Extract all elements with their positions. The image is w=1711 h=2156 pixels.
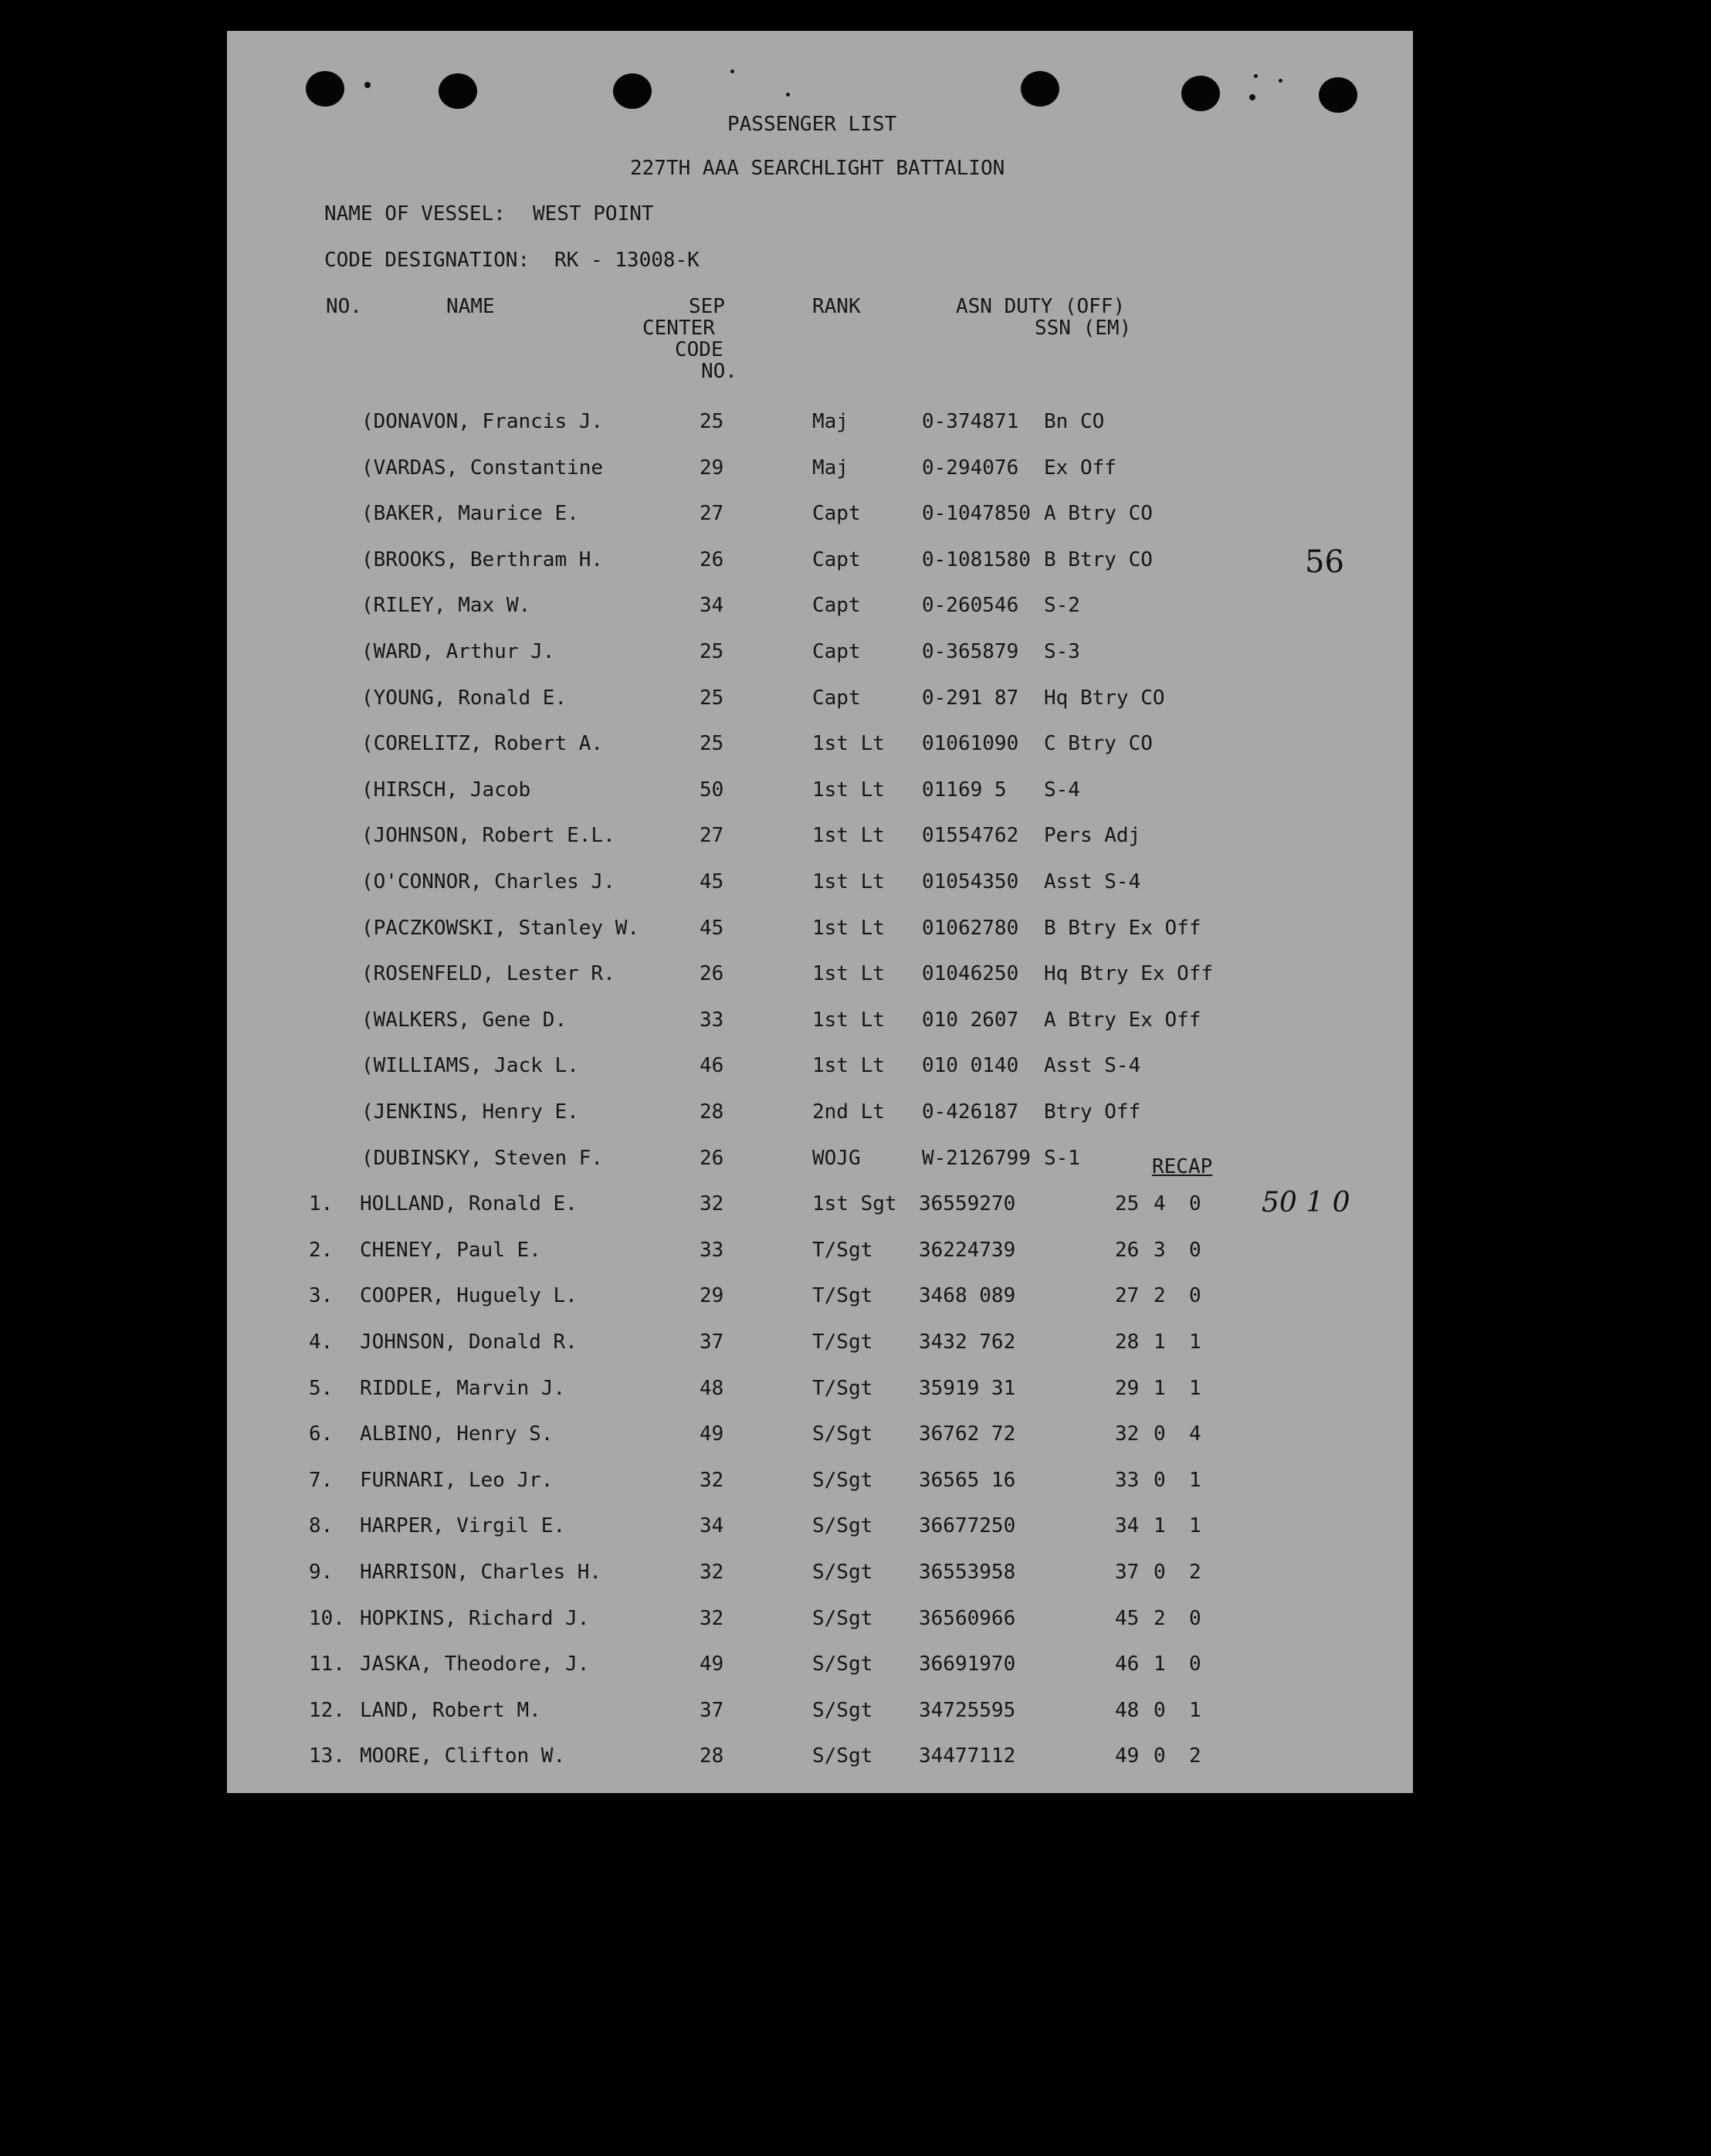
enlisted-sep-code: 32 xyxy=(700,1469,724,1492)
speck xyxy=(1279,79,1282,83)
enlisted-no: 11. xyxy=(309,1653,345,1676)
recap-col-2: 2 xyxy=(1154,1284,1166,1307)
enlisted-name: LAND, Robert M. xyxy=(360,1699,541,1722)
officer-name: (JOHNSON, Robert E.L. xyxy=(361,824,615,847)
officer-rank: 1st Lt xyxy=(812,778,885,802)
enlisted-ssn: 36565 16 xyxy=(919,1469,1016,1492)
officer-name: (WARD, Arthur J. xyxy=(361,640,555,663)
officer-sep-code: 29 xyxy=(700,456,724,480)
recap-col-1: 34 xyxy=(1115,1514,1140,1537)
enlisted-ssn: 34477112 xyxy=(919,1744,1016,1768)
code-label: CODE DESIGNATION: xyxy=(324,249,530,272)
enlisted-name: RIDDLE, Marvin J. xyxy=(360,1377,566,1400)
recap-col-1: 45 xyxy=(1115,1607,1140,1630)
enlisted-ssn: 36553958 xyxy=(919,1561,1016,1584)
col-rank: RANK xyxy=(812,295,861,318)
col-name: NAME xyxy=(446,295,495,318)
enlisted-no: 4. xyxy=(309,1331,334,1354)
enlisted-ssn: 36762 72 xyxy=(919,1422,1016,1446)
officer-name: (WALKERS, Gene D. xyxy=(361,1009,568,1032)
recap-col-1: 29 xyxy=(1115,1377,1140,1400)
officer-asn: 0-1047850 xyxy=(922,502,1031,525)
officer-rank: Capt xyxy=(812,594,861,617)
recap-col-1: 25 xyxy=(1115,1192,1140,1215)
recap-col-2: 0 xyxy=(1154,1422,1166,1446)
officer-duty: Hq Btry CO xyxy=(1044,686,1165,710)
handwritten-recap: 50 1 0 xyxy=(1262,1187,1350,1219)
officer-rank: 1st Lt xyxy=(812,732,885,755)
doc-title: PASSENGER LIST xyxy=(727,113,897,136)
enlisted-ssn: 36224739 xyxy=(919,1239,1016,1262)
officer-duty: A Btry CO xyxy=(1044,502,1153,525)
col-sep-2: CENTER xyxy=(642,317,715,340)
enlisted-rank: S/Sgt xyxy=(812,1514,873,1537)
officer-duty: B Btry Ex Off xyxy=(1044,917,1201,940)
enlisted-rank: T/Sgt xyxy=(812,1331,873,1354)
enlisted-no: 7. xyxy=(309,1469,334,1492)
recap-col-3: 1 xyxy=(1189,1377,1201,1400)
officer-asn: 0-260546 xyxy=(922,594,1019,617)
officer-asn: W-2126799 xyxy=(922,1147,1031,1170)
enlisted-no: 1. xyxy=(309,1192,334,1215)
punch-hole xyxy=(439,73,477,109)
speck xyxy=(730,69,734,73)
officer-rank: 1st Lt xyxy=(812,1054,885,1077)
punch-hole xyxy=(1319,77,1357,113)
enlisted-no: 13. xyxy=(309,1744,345,1768)
officer-rank: Maj xyxy=(812,456,849,480)
recap-col-3: 2 xyxy=(1189,1744,1201,1768)
col-ssn: SSN (EM) xyxy=(1035,317,1132,340)
officer-asn: 0-426187 xyxy=(922,1100,1019,1124)
enlisted-sep-code: 29 xyxy=(700,1284,724,1307)
enlisted-rank: T/Sgt xyxy=(812,1239,873,1262)
recap-col-3: 1 xyxy=(1189,1699,1201,1722)
officer-sep-code: 26 xyxy=(700,548,724,571)
code-value: RK - 13008-K xyxy=(554,249,700,272)
enlisted-sep-code: 33 xyxy=(700,1239,724,1262)
enlisted-rank: S/Sgt xyxy=(812,1699,873,1722)
recap-col-2: 2 xyxy=(1154,1607,1166,1630)
officer-rank: Maj xyxy=(812,410,849,433)
officer-asn: 01054350 xyxy=(922,870,1019,893)
enlisted-no: 9. xyxy=(309,1561,334,1584)
officer-name: (DONAVON, Francis J. xyxy=(361,410,604,433)
officer-sep-code: 26 xyxy=(700,1147,724,1170)
officer-rank: WOJG xyxy=(812,1147,861,1170)
officer-asn: 01046250 xyxy=(922,962,1019,985)
col-no: NO. xyxy=(326,295,362,318)
officer-duty: S-1 xyxy=(1044,1147,1080,1170)
punch-hole xyxy=(306,71,344,107)
officer-sep-code: 33 xyxy=(700,1009,724,1032)
officer-name: (HIRSCH, Jacob xyxy=(361,778,531,802)
recap-col-3: 4 xyxy=(1189,1422,1201,1446)
enlisted-rank: S/Sgt xyxy=(812,1561,873,1584)
officer-rank: 2nd Lt xyxy=(812,1100,885,1124)
officer-asn: 01169 5 xyxy=(922,778,1007,802)
enlisted-ssn: 3468 089 xyxy=(919,1284,1016,1307)
enlisted-name: CHENEY, Paul E. xyxy=(360,1239,541,1262)
officer-sep-code: 25 xyxy=(700,686,724,710)
speck xyxy=(1249,94,1255,100)
recap-col-3: 0 xyxy=(1189,1607,1201,1630)
enlisted-rank: S/Sgt xyxy=(812,1653,873,1676)
enlisted-rank: S/Sgt xyxy=(812,1469,873,1492)
recap-col-1: 37 xyxy=(1115,1561,1140,1584)
enlisted-name: HOLLAND, Ronald E. xyxy=(360,1192,578,1215)
officer-sep-code: 45 xyxy=(700,870,724,893)
unit-name: 227TH AAA SEARCHLIGHT BATTALION xyxy=(630,157,1005,180)
officer-rank: 1st Lt xyxy=(812,1009,885,1032)
enlisted-rank: 1st Sgt xyxy=(812,1192,897,1215)
officer-asn: 0-1081580 xyxy=(922,548,1031,571)
enlisted-ssn: 3432 762 xyxy=(919,1331,1016,1354)
officer-duty: S-2 xyxy=(1044,594,1080,617)
recap-col-1: 33 xyxy=(1115,1469,1140,1492)
enlisted-sep-code: 49 xyxy=(700,1422,724,1446)
speck xyxy=(1254,74,1258,78)
officer-duty: A Btry Ex Off xyxy=(1044,1009,1201,1032)
officer-asn: 0-291 87 xyxy=(922,686,1019,710)
officer-rank: 1st Lt xyxy=(812,917,885,940)
officer-rank: 1st Lt xyxy=(812,870,885,893)
recap-col-2: 0 xyxy=(1154,1744,1166,1768)
enlisted-name: ALBINO, Henry S. xyxy=(360,1422,554,1446)
enlisted-no: 12. xyxy=(309,1699,345,1722)
officer-duty: Pers Adj xyxy=(1044,824,1141,847)
officer-name: (CORELITZ, Robert A. xyxy=(361,732,604,755)
recap-col-3: 1 xyxy=(1189,1469,1201,1492)
col-asn-duty: ASN DUTY (OFF) xyxy=(956,295,1126,318)
officer-asn: 010 2607 xyxy=(922,1009,1019,1032)
enlisted-no: 8. xyxy=(309,1514,334,1537)
officer-asn: 01061090 xyxy=(922,732,1019,755)
officer-name: (ROSENFELD, Lester R. xyxy=(361,962,615,985)
enlisted-no: 10. xyxy=(309,1607,345,1630)
officer-duty: Bn CO xyxy=(1044,410,1105,433)
officer-name: (DUBINSKY, Steven F. xyxy=(361,1147,604,1170)
col-sep-1: SEP xyxy=(689,295,725,318)
enlisted-sep-code: 48 xyxy=(700,1377,724,1400)
officer-rank: Capt xyxy=(812,640,861,663)
recap-col-1: 32 xyxy=(1115,1422,1140,1446)
col-sep-3: CODE xyxy=(675,338,723,361)
recap-col-3: 0 xyxy=(1189,1284,1201,1307)
enlisted-rank: S/Sgt xyxy=(812,1607,873,1630)
enlisted-name: HARRISON, Charles H. xyxy=(360,1561,602,1584)
enlisted-ssn: 36691970 xyxy=(919,1653,1016,1676)
recap-col-1: 46 xyxy=(1115,1653,1140,1676)
officer-asn: 0-374871 xyxy=(922,410,1019,433)
officer-rank: 1st Lt xyxy=(812,824,885,847)
officer-sep-code: 25 xyxy=(700,410,724,433)
officer-name: (RILEY, Max W. xyxy=(361,594,531,617)
recap-col-3: 1 xyxy=(1189,1514,1201,1537)
recap-col-1: 48 xyxy=(1115,1699,1140,1722)
recap-col-2: 3 xyxy=(1154,1239,1166,1262)
enlisted-name: FURNARI, Leo Jr. xyxy=(360,1469,554,1492)
speck xyxy=(364,82,371,88)
enlisted-ssn: 35919 31 xyxy=(919,1377,1016,1400)
officer-duty: Hq Btry Ex Off xyxy=(1044,962,1214,985)
officer-rank: Capt xyxy=(812,502,861,525)
punch-hole xyxy=(1181,76,1220,111)
enlisted-name: HOPKINS, Richard J. xyxy=(360,1607,590,1630)
officer-asn: 0-365879 xyxy=(922,640,1019,663)
passenger-list xyxy=(227,31,1413,1793)
officer-asn: 010 0140 xyxy=(922,1054,1019,1077)
officer-name: (BROOKS, Berthram H. xyxy=(361,548,604,571)
enlisted-ssn: 36677250 xyxy=(919,1514,1016,1537)
recap-col-1: 28 xyxy=(1115,1331,1140,1354)
enlisted-sep-code: 28 xyxy=(700,1744,724,1768)
officer-name: (BAKER, Maurice E. xyxy=(361,502,579,525)
enlisted-sep-code: 49 xyxy=(700,1653,724,1676)
enlisted-name: JASKA, Theodore, J. xyxy=(360,1653,590,1676)
speck xyxy=(786,93,790,97)
recap-col-3: 0 xyxy=(1189,1239,1201,1262)
enlisted-name: MOORE, Clifton W. xyxy=(360,1744,566,1768)
officer-duty: Asst S-4 xyxy=(1044,1054,1141,1077)
recap-col-2: 4 xyxy=(1154,1192,1166,1215)
recap-col-3: 2 xyxy=(1189,1561,1201,1584)
recap-col-2: 1 xyxy=(1154,1653,1166,1676)
officer-name: (JENKINS, Henry E. xyxy=(361,1100,579,1124)
enlisted-ssn: 36560966 xyxy=(919,1607,1016,1630)
recap-col-2: 1 xyxy=(1154,1331,1166,1354)
enlisted-rank: S/Sgt xyxy=(812,1422,873,1446)
officer-asn: 0-294076 xyxy=(922,456,1019,480)
officer-asn: 01554762 xyxy=(922,824,1019,847)
recap-col-2: 0 xyxy=(1154,1469,1166,1492)
officer-duty: S-4 xyxy=(1044,778,1080,802)
officer-rank: 1st Lt xyxy=(812,962,885,985)
officer-sep-code: 50 xyxy=(700,778,724,802)
enlisted-rank: S/Sgt xyxy=(812,1744,873,1768)
officer-sep-code: 28 xyxy=(700,1100,724,1124)
document-page xyxy=(227,31,1413,1793)
officer-sep-code: 25 xyxy=(700,640,724,663)
enlisted-sep-code: 32 xyxy=(700,1561,724,1584)
officer-name: (O'CONNOR, Charles J. xyxy=(361,870,615,893)
vessel-value: WEST POINT xyxy=(533,202,654,225)
enlisted-sep-code: 37 xyxy=(700,1699,724,1722)
officer-duty: C Btry CO xyxy=(1044,732,1153,755)
enlisted-name: HARPER, Virgil E. xyxy=(360,1514,566,1537)
recap-col-1: 27 xyxy=(1115,1284,1140,1307)
enlisted-sep-code: 32 xyxy=(700,1192,724,1215)
enlisted-ssn: 36559270 xyxy=(919,1192,1016,1215)
enlisted-ssn: 34725595 xyxy=(919,1699,1016,1722)
officer-sep-code: 34 xyxy=(700,594,724,617)
recap-col-2: 1 xyxy=(1154,1514,1166,1537)
officer-name: (VARDAS, Constantine xyxy=(361,456,604,480)
enlisted-no: 5. xyxy=(309,1377,334,1400)
punch-hole xyxy=(1021,71,1059,107)
enlisted-rank: T/Sgt xyxy=(812,1284,873,1307)
recap-col-1: 49 xyxy=(1115,1744,1140,1768)
enlisted-no: 2. xyxy=(309,1239,334,1262)
col-sep-4: NO. xyxy=(701,360,737,383)
officer-duty: Ex Off xyxy=(1044,456,1116,480)
officer-duty: Asst S-4 xyxy=(1044,870,1141,893)
officer-name: (YOUNG, Ronald E. xyxy=(361,686,568,710)
enlisted-name: COOPER, Huguely L. xyxy=(360,1284,578,1307)
officer-duty: S-3 xyxy=(1044,640,1080,663)
officer-rank: Capt xyxy=(812,686,861,710)
enlisted-sep-code: 32 xyxy=(700,1607,724,1630)
officer-sep-code: 25 xyxy=(700,732,724,755)
recap-col-3: 0 xyxy=(1189,1192,1201,1215)
officer-sep-code: 26 xyxy=(700,962,724,985)
enlisted-no: 6. xyxy=(309,1422,334,1446)
enlisted-rank: T/Sgt xyxy=(812,1377,873,1400)
enlisted-sep-code: 34 xyxy=(700,1514,724,1537)
recap-col-2: 0 xyxy=(1154,1699,1166,1722)
officer-sep-code: 45 xyxy=(700,917,724,940)
recap-label: RECAP xyxy=(1152,1155,1213,1178)
officer-asn: 01062780 xyxy=(922,917,1019,940)
vessel-label: NAME OF VESSEL: xyxy=(324,202,506,225)
officer-sep-code: 27 xyxy=(700,502,724,525)
enlisted-name: JOHNSON, Donald R. xyxy=(360,1331,578,1354)
officer-duty: B Btry CO xyxy=(1044,548,1153,571)
officer-sep-code: 27 xyxy=(700,824,724,847)
officer-name: (PACZKOWSKI, Stanley W. xyxy=(361,917,640,940)
enlisted-sep-code: 37 xyxy=(700,1331,724,1354)
enlisted-no: 3. xyxy=(309,1284,334,1307)
recap-col-1: 26 xyxy=(1115,1239,1140,1262)
recap-col-3: 1 xyxy=(1189,1331,1201,1354)
recap-col-2: 1 xyxy=(1154,1377,1166,1400)
officer-duty: Btry Off xyxy=(1044,1100,1141,1124)
officer-sep-code: 46 xyxy=(700,1054,724,1077)
recap-col-3: 0 xyxy=(1189,1653,1201,1676)
recap-col-2: 0 xyxy=(1154,1561,1166,1584)
punch-hole xyxy=(613,73,652,109)
officer-rank: Capt xyxy=(812,548,861,571)
officer-name: (WILLIAMS, Jack L. xyxy=(361,1054,579,1077)
page-number: 56 xyxy=(1305,544,1344,580)
